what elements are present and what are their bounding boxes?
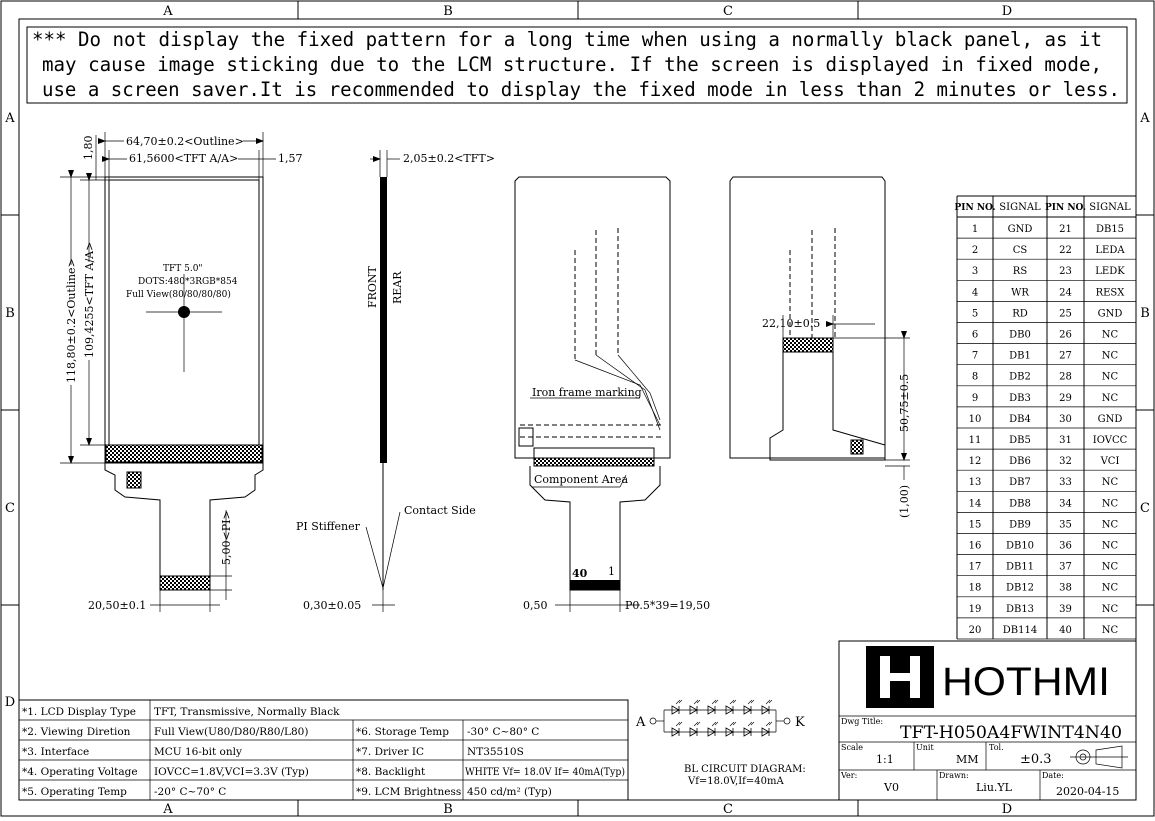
dim-thickness: 2,05±0.2<TFT> <box>403 152 495 165</box>
pin-number: 28 <box>1059 371 1072 383</box>
spec-label-3: *3. Interface <box>22 746 90 758</box>
dim-pitch: P0.5*39=19,50 <box>625 599 711 612</box>
dim-rear-left: 0,50 <box>523 599 548 612</box>
component-area-label: Component Area <box>534 473 628 486</box>
pin-number: 29 <box>1059 392 1072 404</box>
dim-pi: 5,00<PI> <box>220 510 233 565</box>
pin-number: 15 <box>968 519 982 531</box>
pin-number: 19 <box>968 603 982 615</box>
pin-number: 40 <box>1059 624 1072 636</box>
pin-number: 20 <box>968 624 982 636</box>
pin-number: 18 <box>968 582 982 594</box>
warning-note <box>27 27 1127 103</box>
spec-value-1: TFT, Transmissive, Normally Black <box>154 706 340 718</box>
col-label-c-bottom: C <box>723 802 733 817</box>
row-label-a-right: A <box>1140 111 1150 126</box>
pin-number: 21 <box>1059 224 1072 235</box>
pin-signal: DB3 <box>1009 392 1031 404</box>
pin-number: 4 <box>971 287 979 299</box>
screen-label-size: TFT 5.0" <box>163 264 203 274</box>
pin-number: 23 <box>1059 266 1072 278</box>
pin-signal: DB0 <box>1009 329 1031 341</box>
front-label: FRONT <box>366 266 379 308</box>
logo-text: HOTHMI <box>942 660 1110 704</box>
bl-cathode: K <box>795 715 805 730</box>
pin-number: 37 <box>1059 561 1072 573</box>
pin-signal: NC <box>1101 329 1119 341</box>
pin-number: 2 <box>971 245 979 257</box>
pin-table <box>954 196 1136 639</box>
row-label-c-right: C <box>1140 501 1150 516</box>
pin-signal: NC <box>1101 519 1119 531</box>
pin-signal: DB11 <box>1005 561 1035 573</box>
col-label-b-bottom: B <box>443 802 453 817</box>
dim-aa-width: 61,5600<TFT A/A> <box>129 152 239 165</box>
pin-number: 24 <box>1059 287 1072 299</box>
front-view <box>60 132 276 612</box>
pin-signal: RESX <box>1095 287 1125 299</box>
pin-signal: NC <box>1101 477 1119 489</box>
pin-number: 25 <box>1059 308 1072 320</box>
pin-number: 8 <box>971 371 979 383</box>
row-label-a-left: A <box>5 111 15 126</box>
spec-label-1: *1. LCD Display Type <box>22 706 137 718</box>
pin-signal: NC <box>1101 624 1119 636</box>
pin-signal: DB10 <box>1005 540 1035 552</box>
col-label-d-top: D <box>1001 4 1013 19</box>
pin-number: 10 <box>968 413 982 425</box>
pin-table-header: PIN NO. <box>1044 203 1087 213</box>
spec-value-7: NT35510S <box>467 746 524 758</box>
pin-number: 26 <box>1059 329 1072 341</box>
pin-signal: WR <box>1011 287 1029 299</box>
pin-signal: DB13 <box>1005 603 1035 615</box>
pin-number: 14 <box>968 498 982 510</box>
pin-signal: NC <box>1101 371 1119 383</box>
pin-signal: CS <box>1012 245 1028 257</box>
pin-number: 13 <box>968 477 982 489</box>
pin-table-header: PIN NO. <box>954 203 996 213</box>
row-label-b-left: B <box>5 306 15 321</box>
pin-signal: GND <box>1007 224 1033 235</box>
dim-aa-height: 109,4255<TFT A/A> <box>83 241 96 358</box>
bl-circuit-diagram <box>650 700 790 736</box>
pin-signal: DB7 <box>1009 477 1031 489</box>
pin-number: 17 <box>968 561 982 573</box>
pin-40-label: 40 <box>572 567 588 580</box>
pin-number: 32 <box>1059 456 1072 468</box>
spec-value-3: MCU 16-bit only <box>154 746 242 758</box>
pin-signal: RD <box>1012 308 1028 320</box>
bl-anode: A <box>636 715 646 730</box>
spec-value-8: WHITE Vf= 18.0V If= 40mA(Typ) <box>465 767 626 778</box>
scale-value: 1:1 <box>876 753 894 766</box>
pin-number: 34 <box>1059 498 1072 510</box>
pin-signal: NC <box>1101 498 1119 510</box>
pin-signal: DB5 <box>1009 435 1031 446</box>
ver-value: V0 <box>884 781 899 794</box>
pin-signal: LEDA <box>1095 245 1125 257</box>
pin-number: 30 <box>1059 413 1072 425</box>
pin-number: 1 <box>971 224 979 235</box>
side-view <box>366 150 400 612</box>
scale-label: Scale <box>841 743 864 752</box>
note-line-2: may cause image sticking due to the LCM structure. If the screen is displayed in fixed mode, <box>42 53 1102 76</box>
pi-stiffener-label: PI Stiffener <box>296 520 360 533</box>
pin-number: 38 <box>1059 582 1072 594</box>
pin-signal: IOVCC <box>1092 435 1128 446</box>
pin-signal: DB6 <box>1009 456 1031 468</box>
date-value: 2020-04-15 <box>1056 785 1120 798</box>
dim-outline-width: 64,70±0.2<Outline> <box>126 135 244 148</box>
tol-label: Tol. <box>989 743 1004 752</box>
bl-title: BL CIRCUIT DIAGRAM: <box>684 764 806 775</box>
dim-outline-height: 118,80±0.2<Outline> <box>65 258 78 383</box>
spec-label-7: *7. Driver IC <box>356 746 425 758</box>
spec-label-8: *8. Backlight <box>356 766 426 778</box>
rear-label: REAR <box>391 271 404 304</box>
date-label: Date: <box>1042 771 1064 780</box>
row-label-c-left: C <box>5 501 15 516</box>
dwg-title: TFT-H050A4FWINT4N40 <box>900 723 1122 743</box>
pin-signal: DB12 <box>1005 582 1035 594</box>
tol-value: ±0.3 <box>1020 752 1052 767</box>
drawn-value: Liu.YL <box>976 781 1012 794</box>
screen-label-dots: DOTS:480*3RGB*854 <box>138 277 238 287</box>
row-label-d-left: D <box>4 695 16 710</box>
contact-side-label: Contact Side <box>404 504 476 517</box>
spec-label-5: *5. Operating Temp <box>22 786 127 798</box>
pin-signal: NC <box>1101 561 1119 573</box>
spec-value-9: 450 cd/m² (Typ) <box>467 786 552 798</box>
pin-number: 16 <box>968 540 982 552</box>
dim-folded-height: 50,75±0.5 <box>898 373 911 432</box>
ver-label: Ver: <box>841 771 858 780</box>
dim-folded-width: 22,10±0.5 <box>762 317 821 330</box>
pin-signal: DB8 <box>1009 498 1031 510</box>
pin-number: 36 <box>1059 540 1072 552</box>
pin-number: 7 <box>971 350 979 362</box>
pin-signal: GND <box>1097 308 1123 320</box>
unit-label: Unit <box>916 743 934 752</box>
pin-signal: DB15 <box>1095 224 1125 235</box>
pin-signal: NC <box>1101 392 1119 404</box>
col-label-a-top: A <box>163 4 173 19</box>
hothmi-logo-mark <box>866 646 934 708</box>
dim-top-offset: 1,80 <box>82 135 95 160</box>
pin-number: 6 <box>971 329 979 341</box>
pin-number: 27 <box>1059 350 1072 362</box>
pin-signal: NC <box>1101 582 1119 594</box>
pin-signal: LEDK <box>1095 266 1125 278</box>
pin-signal: DB4 <box>1009 413 1031 425</box>
dwg-title-label: Dwg Title: <box>841 717 884 726</box>
pin-table-header: SIGNAL <box>999 202 1041 213</box>
pin-signal: NC <box>1101 350 1119 362</box>
dim-folded-small: (1,00) <box>898 484 911 518</box>
pin-number: 12 <box>968 456 982 468</box>
note-line-1: *** Do not display the fixed pattern for a long time when using a normally black panel, as it <box>32 28 1102 51</box>
pin-1-label: 1 <box>608 565 615 578</box>
projection-symbol <box>1070 746 1128 768</box>
col-label-c-top: C <box>723 4 733 19</box>
pin-number: 22 <box>1059 245 1072 257</box>
pin-number: 9 <box>971 392 979 404</box>
spec-value-5: -20° C~70° C <box>154 786 227 798</box>
pin-signal: NC <box>1101 540 1119 552</box>
unit-value: MM <box>956 753 979 766</box>
pin-number: 31 <box>1059 435 1072 446</box>
pin-number: 39 <box>1059 603 1072 615</box>
note-line-3: use a screen saver.It is recommended to display the fixed mode in less than 2 minutes or less. <box>42 78 1120 101</box>
spec-value-2: Full View(U80/D80/R80/L80) <box>154 726 309 738</box>
pin-number: 11 <box>968 435 982 446</box>
pin-table-header: SIGNAL <box>1089 202 1131 213</box>
drawn-label: Drawn: <box>939 771 969 780</box>
spec-label-4: *4. Operating Voltage <box>22 766 138 778</box>
col-label-d-bottom: D <box>1001 802 1013 817</box>
screen-label-view: Full View(80/80/80/80) <box>126 290 231 300</box>
pin-signal: RS <box>1012 266 1028 278</box>
pin-signal: NC <box>1101 603 1119 615</box>
col-label-a-bottom: A <box>163 802 173 817</box>
bl-spec: Vf=18.0V,If=40mA <box>688 776 784 787</box>
col-label-b-top: B <box>443 4 453 19</box>
spec-label-6: *6. Storage Temp <box>356 726 449 738</box>
pin-signal: GND <box>1097 413 1123 425</box>
pin-number: 33 <box>1059 477 1072 489</box>
pin-number: 5 <box>971 308 979 320</box>
spec-label-9: *9. LCM Brightness <box>356 786 462 798</box>
dim-right-offset: 1,57 <box>278 152 303 165</box>
spec-value-6: -30° C~80° C <box>467 726 540 738</box>
row-label-b-right: B <box>1140 306 1150 321</box>
pin-signal: DB2 <box>1009 371 1031 383</box>
pin-signal: DB9 <box>1009 519 1031 531</box>
pin-signal: VCI <box>1100 456 1120 468</box>
dim-fpc-thickness: 0,30±0.05 <box>303 599 362 612</box>
dim-fpc-width: 20,50±0.1 <box>88 599 147 612</box>
spec-value-4: IOVCC=1.8V,VCI=3.3V (Typ) <box>154 766 309 778</box>
pin-signal: DB114 <box>1002 624 1038 636</box>
spec-label-2: *2. Viewing Diretion <box>22 726 131 738</box>
pin-signal: DB1 <box>1009 350 1031 362</box>
iron-frame-label: Iron frame marking <box>532 386 642 399</box>
pin-number: 3 <box>971 266 979 278</box>
pin-number: 35 <box>1059 519 1072 531</box>
